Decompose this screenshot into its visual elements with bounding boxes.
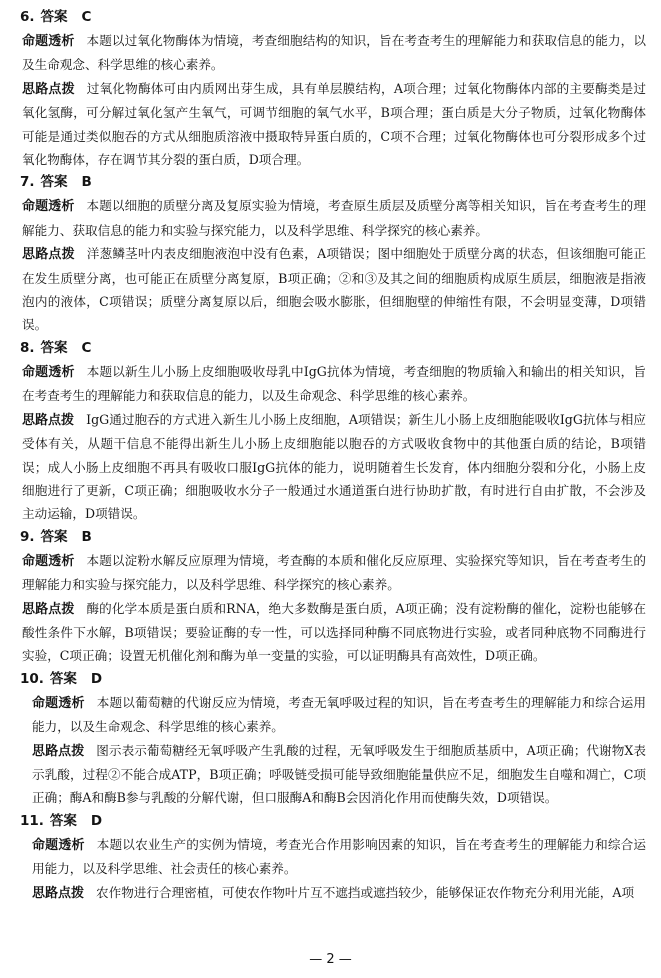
question-number: 6. [20,9,35,25]
hint-label: 思路点拨 [22,412,75,428]
analysis-label: 命题透析 [22,553,75,569]
analysis-paragraph [20,360,646,408]
analysis-paragraph [20,549,646,597]
answer-value: B [81,528,92,545]
analysis-paragraph [20,833,646,881]
answer-line [20,171,646,194]
hint-text: IgG通过胞吞的方式进入新生儿小肠上皮细胞，A项错误；新生儿小肠上皮细胞能吸收IgG抗体与相应受体有关，从题干信息不能得出新生儿小肠上皮细胞能以胞吞的方式吸收食物中的其他蛋白质的结论，B项错误；成人小肠上皮细胞不再具有吸收口服IgG抗体的能力，说明随着生长发育，体内细胞分裂和分化，小肠上皮细胞进行了更新，C项正确；细胞吸收水分子一般通过水通道蛋白进行协助扩散，有时进行自由扩散，不会涉及主动运输，D项错误。 [22,411,646,522]
answer-value: D [90,670,103,687]
analysis-paragraph [20,29,646,77]
answer-label: 答案 [49,812,77,829]
page-number: — 2 — [309,952,352,967]
answer-item-7 [20,171,646,336]
analysis-label: 命题透析 [32,695,85,711]
hint-paragraph [20,881,646,905]
answer-label: 答案 [40,339,68,356]
answer-value: C [81,9,92,25]
analysis-text: 本题以细胞的质壁分离及复原实验为情境，考查原生质层及质壁分离等相关知识，旨在考查考生的理解能力、获取信息的能力和实验与探究能力，以及科学思维、科学探究的核心素养。 [22,198,646,238]
answer-label: 答案 [40,9,68,25]
hint-paragraph [20,77,646,172]
analysis-label: 命题透析 [22,34,75,49]
hint-paragraph [20,739,646,810]
question-number: 8. [20,339,35,356]
question-number: 10. [20,670,44,687]
answer-value: B [81,174,92,191]
question-number: 7. [20,174,35,191]
answer-line [20,810,646,833]
hint-label: 思路点拨 [32,743,85,759]
analysis-paragraph [20,194,646,242]
answer-label: 答案 [49,670,77,687]
analysis-text: 本题以淀粉水解反应原理为情境，考查酶的本质和催化反应原理、实验探究等知识，旨在考查考生的理解能力和实验与探究能力，以及科学思维、科学探究的核心素养。 [22,552,646,593]
hint-text: 过氧化物酶体可由内质网出芽生成，具有单层膜结构，A项合理；过氧化物酶体内部的主要酶类是过氧化氢酶，可分解过氧化氢产生氧气，可调节细胞的氧气水平，B项合理；蛋白质是大分子物质，过氧化物酶体可能是通过类似胞吞的方式从细胞质溶液中摄取特异蛋白质的，C项不合理；过氧化物酶体也可分裂形成多个过氧化物酶体，存在调节其分裂的蛋白质，D项合理。 [22,80,646,168]
answer-item-8 [20,337,646,526]
hint-paragraph [20,597,646,668]
hint-text: 酶的化学本质是蛋白质和RNA，绝大多数酶是蛋白质，A项正确；没有淀粉酶的催化，淀粉也能够在酸性条件下水解，B项错误；要验证酶的专一性，可以选择同种酶不同底物进行实验，或者同种底物不同酶进行实验，C项正确；设置无机催化剂和酶为单一变量的实验，可以证明酶具有高效性，D项正确。 [22,600,646,664]
answer-label: 答案 [40,528,68,545]
hint-label: 思路点拨 [22,601,75,617]
analysis-text: 本题以农业生产的实例为情境，考查光合作用影响因素的知识，旨在考查考生的理解能力和综合运用能力，以及科学思维、社会责任的核心素养。 [32,836,646,877]
answer-item-9 [20,526,646,668]
hint-label: 思路点拨 [22,81,75,97]
answer-key-page [20,6,646,905]
analysis-paragraph [20,691,646,739]
hint-label: 思路点拨 [22,247,75,263]
analysis-text: 本题以过氧化物酶体为情境，考查细胞结构的知识，旨在考查考生的理解能力和获取信息的能力，以及生命观念、科学思维的核心素养。 [22,33,646,73]
hint-text: 洋葱鳞茎叶内表皮细胞液泡中没有色素，A项错误；图中细胞处于质壁分离的状态，但该细胞可能正在发生质壁分离，也可能正在质壁分离复原，B项正确；②和③及其之间的细胞质构成原生质层，细胞液是指液泡内的液体，C项错误；质壁分离复原以后，细胞会吸水膨胀，但细胞壁的伸缩性有限，不会明显变薄，D项错误。 [22,246,646,333]
question-number: 11. [20,812,44,829]
answer-label: 答案 [40,174,68,191]
answer-item-11 [20,810,646,905]
answer-item-6 [20,6,646,171]
hint-text: 农作物进行合理密植，可使农作物叶片互不遮挡或遮挡较少，能够保证农作物充分利用光能，A项 [96,884,635,900]
question-number: 9. [20,528,35,545]
hint-text: 图示表示葡萄糖经无氧呼吸产生乳酸的过程，无氧呼吸发生于细胞质基质中，A项正确；代谢物X表示乳酸，过程②不能合成ATP，B项正确；呼吸链受损可能导致细胞能量供应不足，细胞发生自噬和凋亡，C项正确；酶A和酶B参与乳酸的分解代谢，但口服酶A和酶B会因消化作用而使酶失效，D项错误。 [32,742,646,806]
hint-paragraph [20,408,646,526]
analysis-text: 本题以新生儿小肠上皮细胞吸收母乳中IgG抗体为情境，考查细胞的物质输入和输出的相关知识，旨在考查考生的理解能力和获取信息的能力，以及生命观念、科学思维的核心素养。 [22,363,646,404]
hint-paragraph [20,242,646,337]
answer-item-10 [20,668,646,810]
analysis-label: 命题透析 [32,837,85,853]
answer-value: C [81,339,92,356]
analysis-label: 命题透析 [22,364,75,380]
answer-line [20,526,646,549]
analysis-label: 命题透析 [22,199,75,215]
answer-line [20,6,646,29]
hint-label: 思路点拨 [32,885,85,901]
answer-value: D [90,812,103,829]
answer-line [20,668,646,691]
analysis-text: 本题以葡萄糖的代谢反应为情境，考查无氧呼吸过程的知识，旨在考查考生的理解能力和综合运用能力，以及生命观念、科学思维的核心素养。 [32,694,646,735]
answer-line [20,337,646,360]
